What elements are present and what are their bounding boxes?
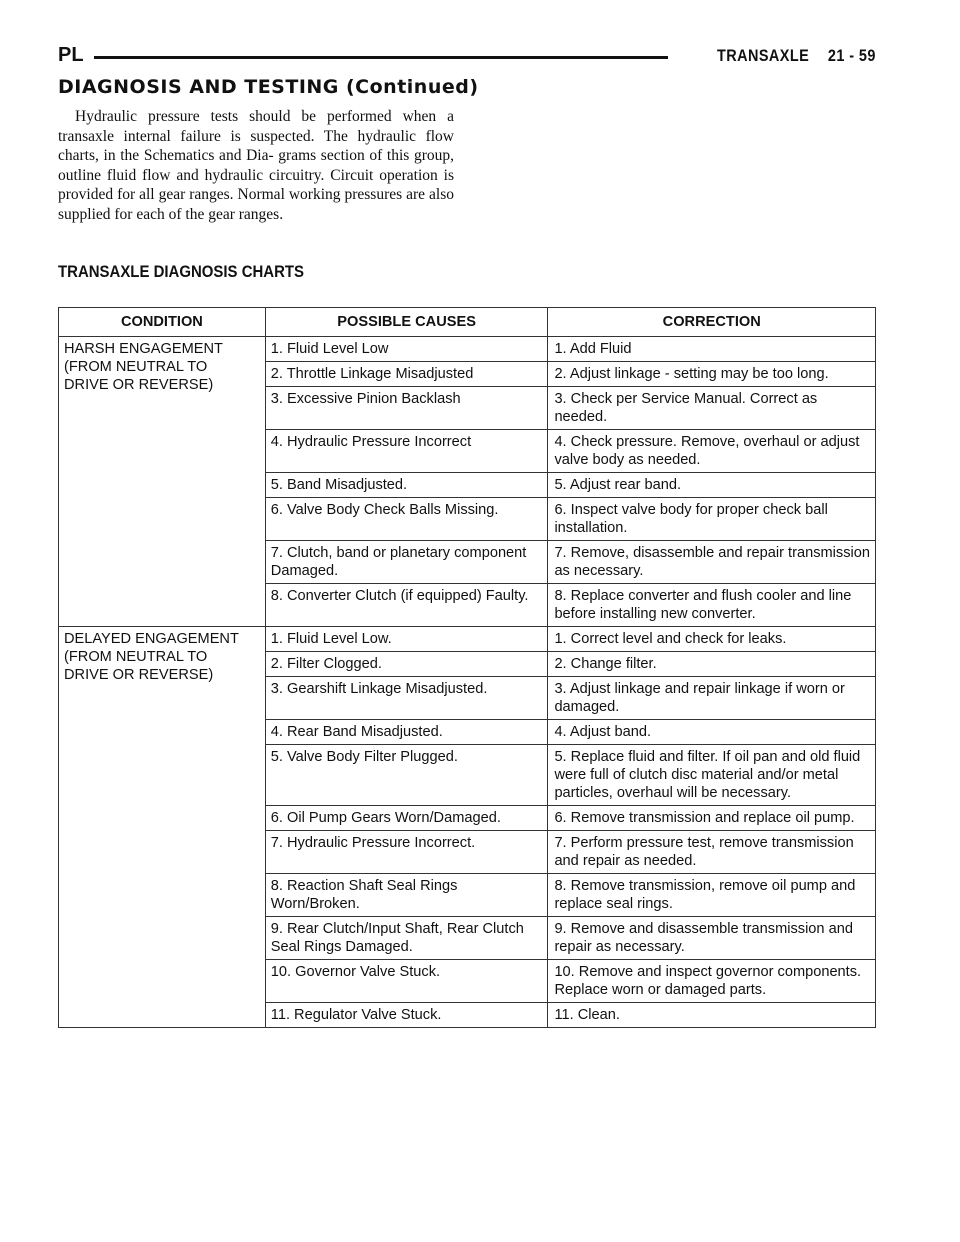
correction-cell: 5. Adjust rear band. (548, 473, 876, 498)
cause-cell: 4. Hydraulic Pressure Incorrect (265, 430, 548, 473)
correction-cell: 9. Remove and disassemble transmission and repair as necessary. (548, 917, 876, 960)
correction-cell: 1. Add Fluid (548, 337, 876, 362)
cause-cell: 3. Gearshift Linkage Misadjusted. (265, 677, 548, 720)
table-header-row (59, 308, 876, 337)
cause-cell: 7. Hydraulic Pressure Incorrect. (265, 831, 548, 874)
header-section-name: TRANSAXLE (717, 46, 810, 65)
correction-cell: 4. Check pressure. Remove, overhaul or adjust valve body as needed. (548, 430, 876, 473)
table-body (59, 337, 876, 1028)
cause-cell: 10. Governor Valve Stuck. (265, 960, 548, 1003)
cause-cell: 7. Clutch, band or planetary component Damaged. (265, 541, 548, 584)
correction-cell: 5. Replace fluid and filter. If oil pan and old fluid were full of clutch disc material and/or metal particles, overhaul will be necessary. (548, 745, 876, 806)
correction-cell: 11. Clean. (548, 1003, 876, 1028)
section-title: DIAGNOSIS AND TESTING (Continued) (58, 76, 479, 98)
correction-cell: 8. Replace converter and flush cooler and line before installing new converter. (548, 584, 876, 627)
correction-cell: 3. Adjust linkage and repair linkage if worn or damaged. (548, 677, 876, 720)
cause-cell: 5. Valve Body Filter Plugged. (265, 745, 548, 806)
header-manual-code: PL (58, 44, 84, 66)
page-header (58, 42, 876, 70)
cause-cell: 2. Filter Clogged. (265, 652, 548, 677)
column-header-correction: CORRECTION (548, 308, 876, 337)
intro-paragraph: Hydraulic pressure tests should be performed when a transaxle internal failure is suspected. The hydraulic flow charts, in the Schematics and Dia- grams section of this group, outline fluid flow and hydraulic circuitry. Circuit operation is provided for all gear ranges. Normal working pressures are also supplied for each of the gear ranges. (58, 108, 454, 223)
cause-cell: 5. Band Misadjusted. (265, 473, 548, 498)
header-rule (94, 56, 668, 59)
column-header-condition: CONDITION (59, 308, 266, 337)
table-row (59, 627, 876, 652)
correction-cell: 10. Remove and inspect governor components. Replace worn or damaged parts. (548, 960, 876, 1003)
correction-cell: 4. Adjust band. (548, 720, 876, 745)
correction-cell: 8. Remove transmission, remove oil pump and replace seal rings. (548, 874, 876, 917)
chart-title: TRANSAXLE DIAGNOSIS CHARTS (58, 262, 305, 281)
diagnosis-table (58, 307, 876, 1028)
cause-cell: 6. Oil Pump Gears Worn/Damaged. (265, 806, 548, 831)
cause-cell: 2. Throttle Linkage Misadjusted (265, 362, 548, 387)
table-row (59, 337, 876, 362)
cause-cell: 8. Converter Clutch (if equipped) Faulty. (265, 584, 548, 627)
correction-cell: 3. Check per Service Manual. Correct as needed. (548, 387, 876, 430)
condition-cell: DELAYED ENGAGEMENT (FROM NEUTRAL TO DRIVE OR REVERSE) (59, 627, 266, 1028)
correction-cell: 1. Correct level and check for leaks. (548, 627, 876, 652)
correction-cell: 7. Remove, disassemble and repair transmission as necessary. (548, 541, 876, 584)
header-right (717, 46, 876, 66)
cause-cell: 3. Excessive Pinion Backlash (265, 387, 548, 430)
correction-cell: 2. Change filter. (548, 652, 876, 677)
condition-cell: HARSH ENGAGEMENT (FROM NEUTRAL TO DRIVE OR REVERSE) (59, 337, 266, 627)
column-header-causes: POSSIBLE CAUSES (265, 308, 548, 337)
cause-cell: 9. Rear Clutch/Input Shaft, Rear Clutch Seal Rings Damaged. (265, 917, 548, 960)
cause-cell: 4. Rear Band Misadjusted. (265, 720, 548, 745)
cause-cell: 8. Reaction Shaft Seal Rings Worn/Broken. (265, 874, 548, 917)
cause-cell: 1. Fluid Level Low (265, 337, 548, 362)
correction-cell: 2. Adjust linkage - setting may be too long. (548, 362, 876, 387)
cause-cell: 11. Regulator Valve Stuck. (265, 1003, 548, 1028)
correction-cell: 6. Remove transmission and replace oil pump. (548, 806, 876, 831)
header-page-number: 21 - 59 (828, 46, 876, 65)
correction-cell: 6. Inspect valve body for proper check ball installation. (548, 498, 876, 541)
cause-cell: 1. Fluid Level Low. (265, 627, 548, 652)
cause-cell: 6. Valve Body Check Balls Missing. (265, 498, 548, 541)
correction-cell: 7. Perform pressure test, remove transmission and repair as needed. (548, 831, 876, 874)
